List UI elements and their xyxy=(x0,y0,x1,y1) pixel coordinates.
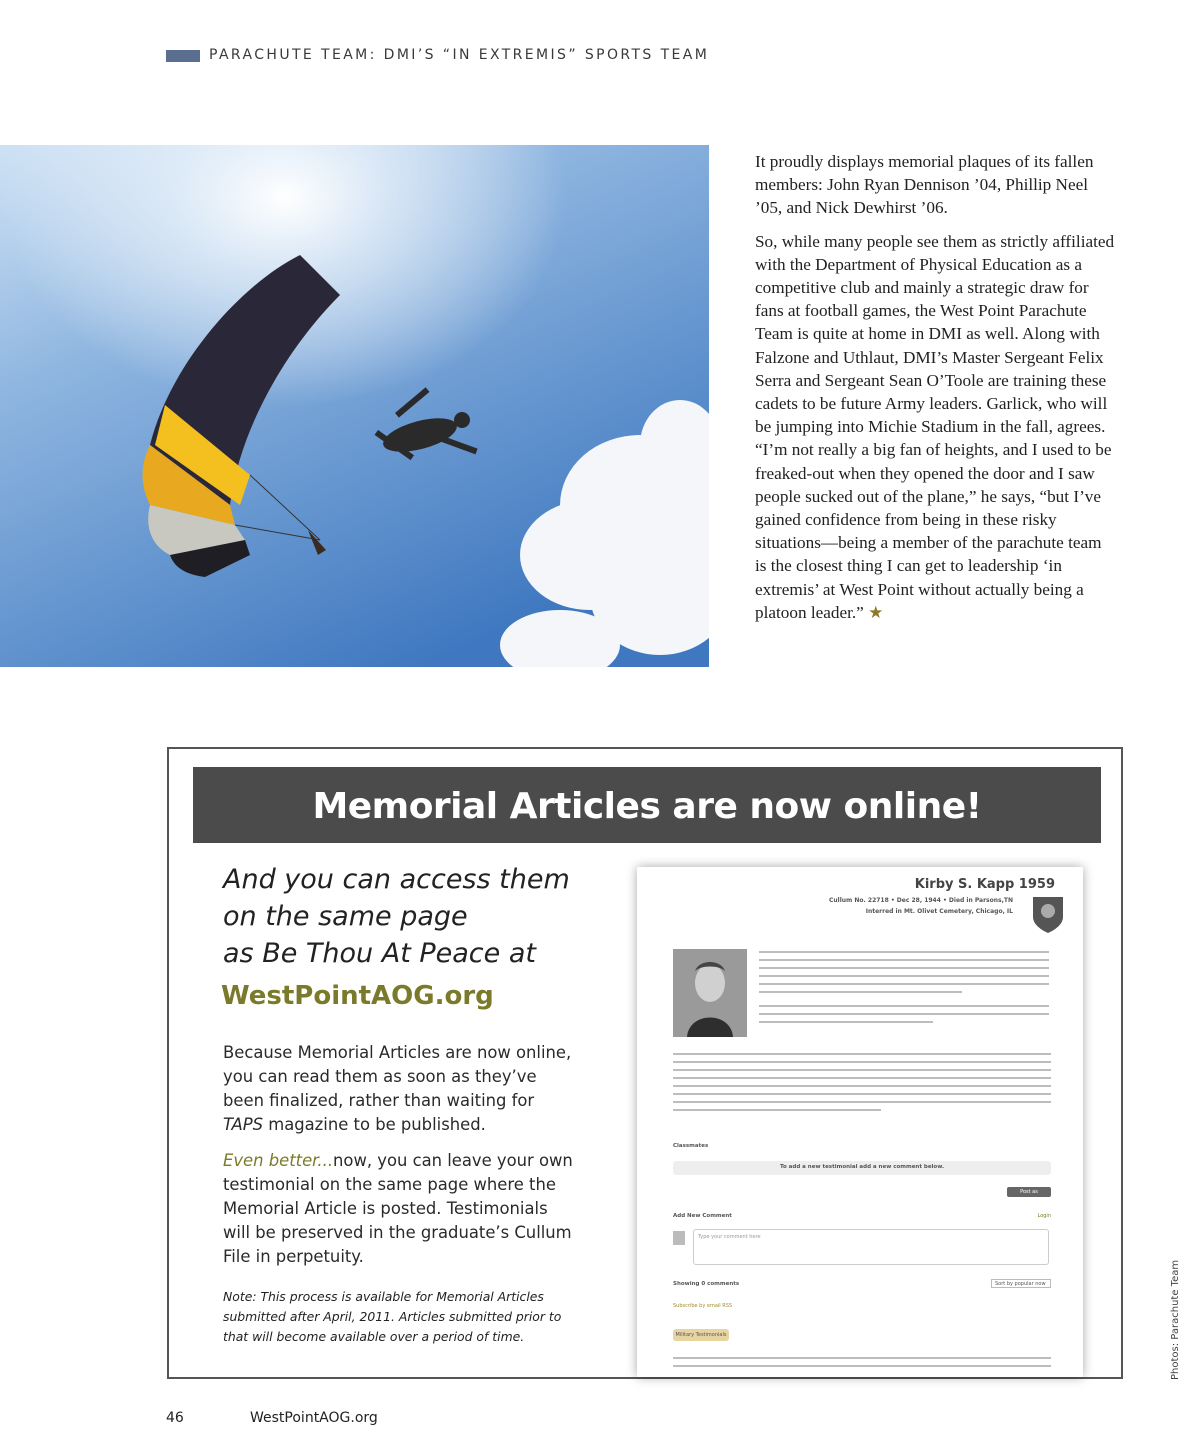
screenshot-subline: Interred in Mt. Olivet Cemetery, Chicago, IL xyxy=(865,908,1013,915)
memorial-page-screenshot xyxy=(637,867,1083,1377)
military-testimonials-tag[interactable]: Military Testimonials xyxy=(673,1329,729,1341)
star-end-mark: ★ xyxy=(868,602,884,622)
screenshot-subline: Cullum No. 22718 • Dec 28, 1944 • Died in Parsons,TN xyxy=(828,897,1013,904)
memorial-headline xyxy=(223,861,583,972)
memorial-body xyxy=(223,1041,573,1281)
comment-textarea[interactable]: Type your comment here xyxy=(693,1229,1049,1265)
memorial-articles-box xyxy=(167,747,1123,1379)
article-paragraph xyxy=(755,230,1115,624)
body-paragraph-2 xyxy=(223,1149,573,1269)
taps-italic: TAPS xyxy=(223,1115,264,1134)
screenshot-name-title: Kirby S. Kapp 1959 xyxy=(914,877,1055,892)
body-text: magazine to be published. xyxy=(263,1115,486,1134)
body-text: now, you can leave your own testimonial on the same page where the Memorial Article is posted. Testimonials will be preserved in the graduate’s Cullum File in perpetuity. xyxy=(223,1151,573,1266)
testimonial-prompt: To add a new testimonial add a new comment below. xyxy=(779,1164,945,1170)
bio-text-block xyxy=(759,951,1049,1029)
post-button[interactable]: Post as xyxy=(1007,1187,1051,1197)
article-body xyxy=(755,150,1115,634)
website-url: WestPointAOG.org xyxy=(221,981,494,1011)
article-paragraph-text: So, while many people see them as strictly affiliated with the Department of Physical Education as a competitive club and mainly a strategic draw for fans at football games, the West Point Parachute Team is quite at home in DMI as well. Along with Falzone and Uthlaut, DMI’s Master Sergeant Felix Serra and Sergeant Sean O’Toole are training these cadets to be future Army leaders. Garlick, who will be jumping into Michie Stadium in the fall, agrees. “I’m not really a big fan of heights, and I used to be freaked-out when they opened the door and I saw people sucked out of the plane,” he says, “but I’ve gained confidence from being in these risky situations—being a member of the parachute team is the closest thing I can get to leadership ‘in extremis’ at West Point without actually being a platoon leader.” xyxy=(755,231,1115,622)
article-paragraph: It proudly displays memorial plaques of its fallen members: John Ryan Dennison ’04, Phillip Neel ’05, and Nick Dewhirst ’06. xyxy=(755,152,1094,218)
section-header: PARACHUTE TEAM: DMI’S “IN EXTREMIS” SPORTS TEAM xyxy=(209,47,710,63)
body-paragraph-1 xyxy=(223,1041,573,1137)
skydiver-illustration xyxy=(0,145,709,667)
avatar-icon xyxy=(673,1231,685,1245)
parachute-photo xyxy=(0,145,709,667)
login-link[interactable]: Login xyxy=(1037,1213,1051,1219)
even-better-lead: Even better... xyxy=(223,1151,334,1170)
headline-line: And you can access them xyxy=(223,864,570,895)
headline-line: as Be Thou At Peace at xyxy=(223,938,536,969)
classmates-label: Classmates xyxy=(673,1143,709,1149)
header-accent-bar xyxy=(166,50,200,62)
showing-comments-label: Showing 0 comments xyxy=(673,1281,740,1287)
add-comment-label: Add New Comment xyxy=(673,1213,732,1219)
footer-disclaimer xyxy=(673,1357,1051,1373)
west-point-crest-icon xyxy=(1031,895,1065,935)
footer-site: WestPointAOG.org xyxy=(250,1410,378,1426)
memorial-banner: Memorial Articles are now online! xyxy=(193,767,1101,843)
body-text: Because Memorial Articles are now online, you can read them as soon as they’ve been finalized, rather than waiting for xyxy=(223,1043,572,1110)
sort-select[interactable]: Sort by popular now xyxy=(991,1279,1051,1288)
memorial-note: Note: This process is available for Memorial Articles submitted after April, 2011. Articles submitted prior to that will become available over a period of time. xyxy=(223,1289,562,1344)
photo-credit: Photos: Parachute Team xyxy=(1170,1259,1181,1380)
subscribe-link[interactable]: Subscribe by email RSS xyxy=(673,1303,733,1309)
bio-text-continued xyxy=(673,1053,1051,1117)
testimonial-prompt-strip xyxy=(673,1161,1051,1175)
page-number: 46 xyxy=(166,1410,184,1426)
portrait-photo xyxy=(673,949,747,1037)
headline-line: on the same page xyxy=(223,901,468,932)
